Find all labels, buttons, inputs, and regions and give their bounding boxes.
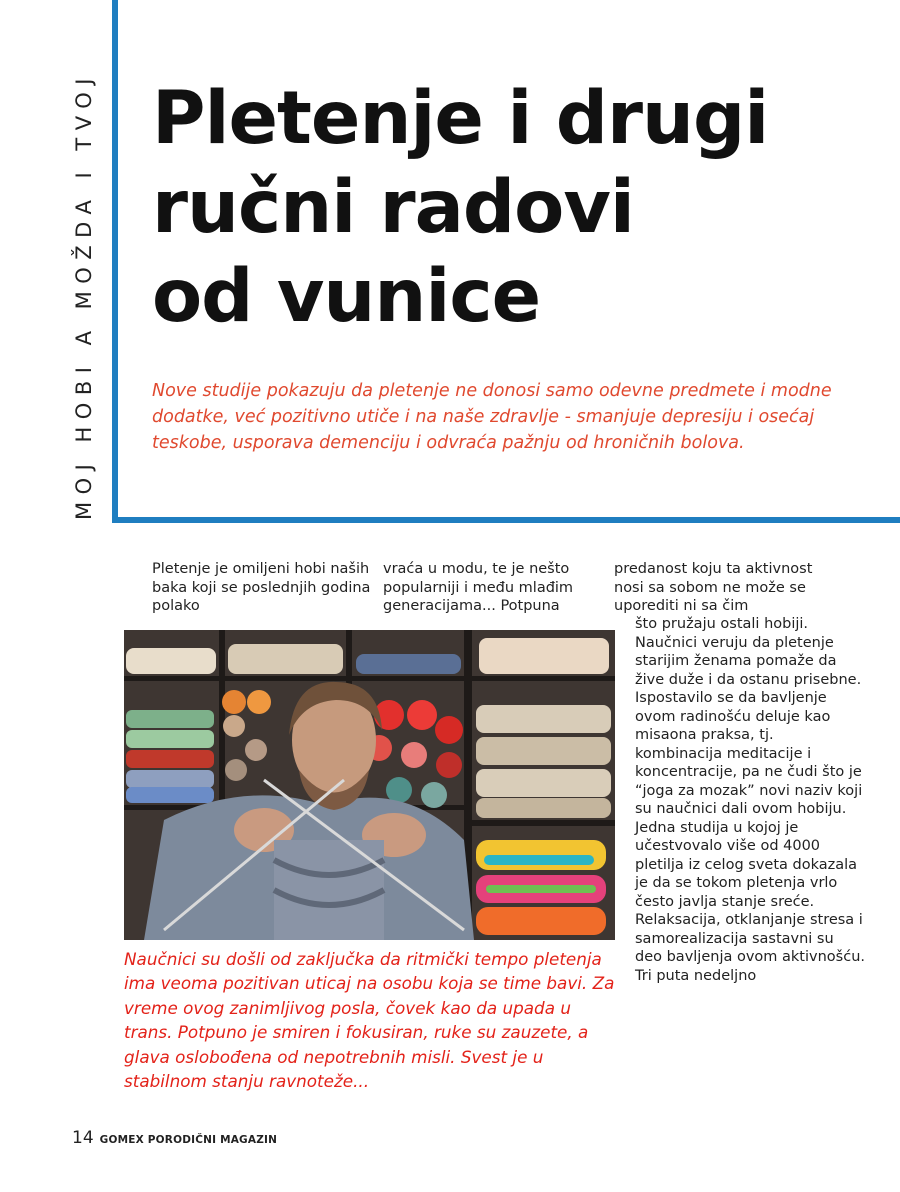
body-column-3-top: predanost koju ta aktivnost nosi sa sobom ne može se uporediti ni sa čim — [614, 561, 813, 614]
page-number: 14 — [72, 1128, 94, 1148]
body-column-1: Pletenje je omiljeni hobi naših baka koji se poslednjih godina polako — [152, 561, 371, 614]
body-paragraph: što pružaju ostali hobiji. Naučnici veruju da pletenje starijim ženama pomaže da žive duže i da ostanu prisebne. Ispostavilo se da bavljenje ovom radinošću deluje kao misaona praksa, tj. kombinacija meditacije i koncentracije, pa ne čudi što je “joga za mozak” novi naziv koji su naučnici dali ovom hobiju. — [635, 616, 863, 817]
accent-frame-horizontal — [112, 517, 900, 523]
knitting-man-photo — [124, 630, 615, 940]
title-line-3: od vunice — [152, 254, 541, 339]
body-paragraph: Jedna studija u kojoj je učestvovalo više od 4000 pletilja iz celog sveta dokazala je da se tokom pletenja vrlo često javlja stanje sreće. Relaksacija, otklanjanje stresa i samorealizacija sastavni su deo bavljenja ovom aktivnošću. — [635, 819, 865, 965]
body-paragraph: Tri puta nedeljno — [635, 967, 757, 984]
article-lede: Nove studije pokazuju da pletenje ne donosi samo odevne predmete i modne dodatke, već pozitivno utiče i na naše zdravlje - smanjuje depresiju i osećaj teskobe, usporava demenciju i odvraća pažnju od hroničnih bolova. — [152, 381, 832, 453]
body-column-2: vraća u modu, te je nešto popularniji i među mlađim generacijama... Potpuna — [383, 561, 574, 614]
article-title — [152, 74, 872, 341]
body-column-3 — [635, 615, 865, 985]
title-line-2: ručni radovi — [152, 165, 634, 250]
accent-frame-vertical — [112, 0, 118, 523]
section-label-vertical: MOJ HOBI A MOŽDA I TVOJ — [72, 71, 96, 520]
magazine-name: GOMEX PORODIČNI MAGAZIN — [99, 1134, 278, 1146]
photo-caption: Naučnici su došli od zaključka da ritmički tempo pletenja ima veoma pozitivan uticaj na osobu koja se time bavi. Za vreme ovog zanimljivog posla, čovek kao da upada u trans. Potpuno je smiren i fokusiran, ruke su zauzete, a glava oslobođena od nepotrebnih misli. Svest je u stabilnom stanju ravnoteže... — [124, 949, 615, 1092]
title-line-1: Pletenje i drugi — [152, 76, 769, 161]
page-footer — [72, 1128, 277, 1148]
